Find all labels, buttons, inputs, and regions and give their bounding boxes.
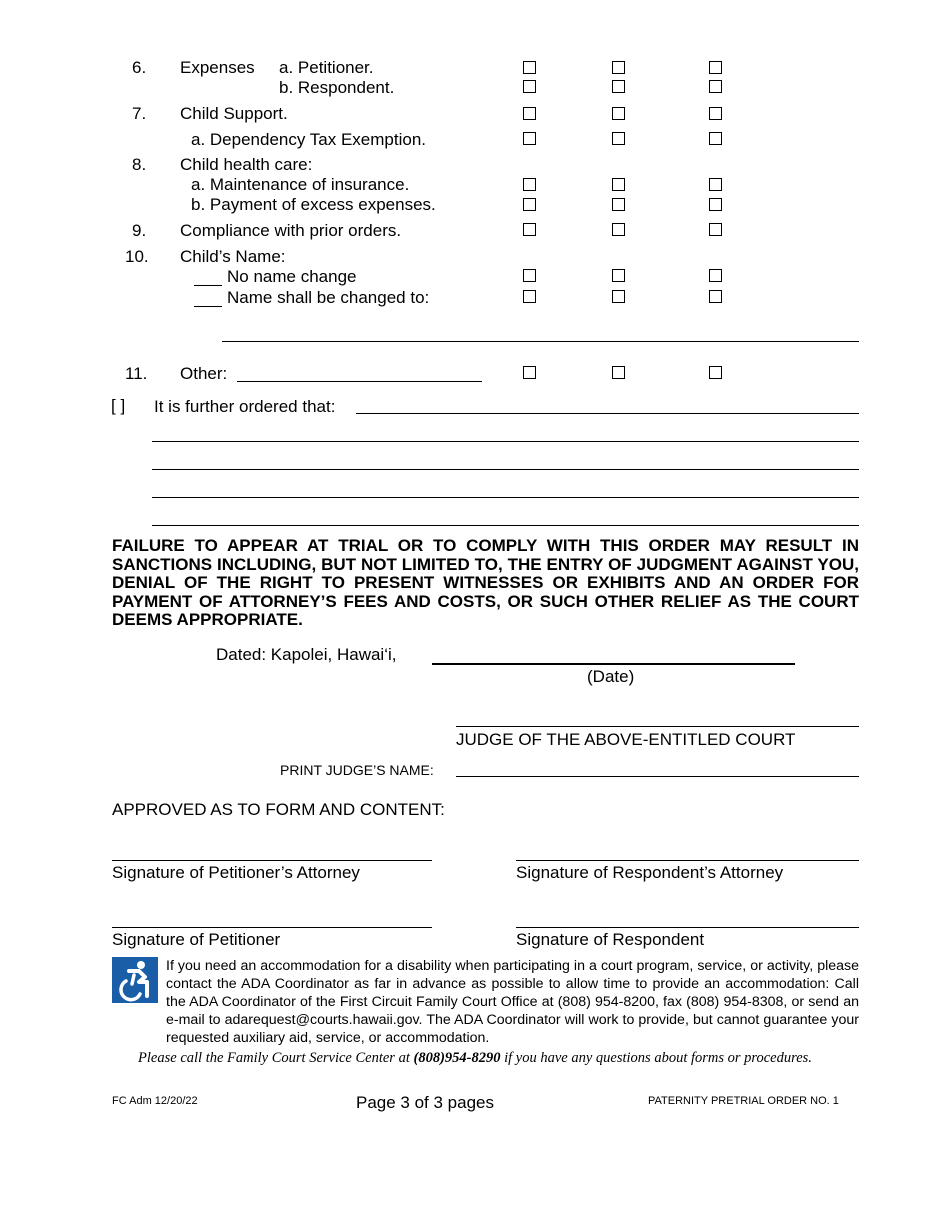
- checkbox[interactable]: [709, 80, 722, 93]
- checkbox[interactable]: [523, 366, 536, 379]
- checkbox[interactable]: [709, 198, 722, 211]
- checkbox[interactable]: [709, 366, 722, 379]
- item-label: Child Support.: [180, 104, 288, 123]
- checkbox[interactable]: [523, 269, 536, 282]
- service-phone: (808)954-8290: [413, 1050, 501, 1066]
- checkbox[interactable]: [523, 132, 536, 145]
- checkbox[interactable]: [709, 61, 722, 74]
- item-sub-a: a. Dependency Tax Exemption.: [191, 130, 426, 149]
- checkbox[interactable]: [709, 290, 722, 303]
- bracket-checkbox[interactable]: [ ]: [111, 396, 126, 415]
- blank-line[interactable]: [194, 306, 222, 307]
- checkbox[interactable]: [612, 80, 625, 93]
- order-line[interactable]: [152, 525, 859, 526]
- item-number: 7.: [132, 104, 147, 123]
- sanctions-warning: FAILURE TO APPEAR AT TRIAL OR TO COMPLY WITH THIS ORDER MAY RESULT IN SANCTIONS INCLUDING, BUT NOT LIMITED TO, THE ENTRY OF JUDGMENT AGAINST YOU, DENIAL OF THE RIGHT TO PRESENT WITNESSES OR EXHIBITS AND AN ORDER FOR PAYMENT OF ATTORNEY’S FEES AND COSTS, OR SUCH OTHER RELIEF AS THE COURT DEEMS APPROPRIATE.: [112, 536, 859, 629]
- accessibility-icon: [112, 957, 158, 1003]
- item-label: Other:: [180, 364, 228, 383]
- item-number: 6.: [132, 58, 147, 77]
- checkbox[interactable]: [523, 107, 536, 120]
- checkbox[interactable]: [523, 290, 536, 303]
- checkbox[interactable]: [523, 198, 536, 211]
- order-line[interactable]: [152, 497, 859, 498]
- service-center-note: [0, 1050, 950, 1067]
- item-number: 9.: [132, 221, 147, 240]
- item-sub-a: a. Maintenance of insurance.: [191, 175, 410, 194]
- checkbox[interactable]: [612, 61, 625, 74]
- checkbox[interactable]: [612, 366, 625, 379]
- date-line[interactable]: [432, 663, 795, 665]
- form-title: PATERNITY PRETRIAL ORDER NO. 1: [648, 1095, 839, 1107]
- approved-heading: APPROVED AS TO FORM AND CONTENT:: [112, 800, 445, 819]
- checkbox[interactable]: [612, 269, 625, 282]
- checkbox[interactable]: [709, 178, 722, 191]
- item-label: Child health care:: [180, 155, 313, 174]
- judge-signature-line[interactable]: [456, 726, 859, 727]
- dated-label: Dated: Kapolei, Hawai‘i,: [216, 645, 397, 664]
- form-id: FC Adm 12/20/22: [112, 1095, 198, 1107]
- checkbox[interactable]: [523, 80, 536, 93]
- respondent-signature-label: Signature of Respondent: [516, 930, 705, 949]
- signature-line[interactable]: [112, 927, 432, 928]
- other-line[interactable]: [237, 381, 482, 382]
- checkbox[interactable]: [523, 178, 536, 191]
- item-number: 8.: [132, 155, 147, 174]
- blank-line[interactable]: [194, 285, 222, 286]
- further-ordered-label: It is further ordered that:: [154, 397, 336, 416]
- order-line[interactable]: [152, 469, 859, 470]
- page-number: Page 3 of 3 pages: [356, 1093, 495, 1112]
- judge-title: JUDGE OF THE ABOVE-ENTITLED COURT: [456, 730, 796, 749]
- item-label: Expenses: [180, 58, 255, 77]
- checkbox[interactable]: [709, 223, 722, 236]
- signature-line[interactable]: [516, 860, 859, 861]
- item-label: Compliance with prior orders.: [180, 221, 402, 240]
- print-judge-label: PRINT JUDGE’S NAME:: [280, 762, 434, 778]
- checkbox[interactable]: [612, 107, 625, 120]
- signature-line[interactable]: [112, 860, 432, 861]
- item-sub-b: b. Respondent.: [279, 78, 395, 97]
- order-line[interactable]: [152, 441, 859, 442]
- petitioner-signature-label: Signature of Petitioner: [112, 930, 281, 949]
- checkbox[interactable]: [612, 132, 625, 145]
- checkbox[interactable]: [709, 269, 722, 282]
- checkbox[interactable]: [523, 61, 536, 74]
- item-sub-b: Name shall be changed to:: [227, 288, 430, 307]
- checkbox[interactable]: [523, 223, 536, 236]
- signature-line[interactable]: [516, 927, 859, 928]
- item-sub-b: b. Payment of excess expenses.: [191, 195, 436, 214]
- item-number: 11.: [125, 364, 148, 383]
- checkbox[interactable]: [612, 290, 625, 303]
- item-number: 10.: [125, 247, 149, 266]
- service-post: if you have any questions about forms or procedures.: [500, 1050, 812, 1066]
- checkbox[interactable]: [709, 132, 722, 145]
- ada-notice: If you need an accommodation for a disability when participating in a court program, service, or activity, please contact the ADA Coordinator as far in advance as possible to allow time to provide an accommodation: Call the ADA Coordinator of the First Circuit Family Court Office at (808) 954-8200, fax (808) 954-8308, or send an e-mail to adarequest@courts.hawaii.gov. The ADA Coordinator will work to provide, but cannot guarantee your requested auxiliary aid, service, or accommodation.: [166, 958, 859, 1046]
- item-sub-a: a. Petitioner.: [279, 58, 374, 77]
- new-name-line[interactable]: [222, 341, 859, 342]
- judge-name-line[interactable]: [456, 776, 859, 777]
- item-sub-a: No name change: [227, 267, 357, 286]
- respondent-attorney-signature-label: Signature of Respondent’s Attorney: [516, 863, 784, 882]
- date-caption: (Date): [587, 667, 635, 686]
- order-line[interactable]: [356, 413, 859, 414]
- checkbox[interactable]: [612, 198, 625, 211]
- checkbox[interactable]: [612, 223, 625, 236]
- service-pre: Please call the Family Court Service Center at: [138, 1050, 414, 1066]
- petitioner-attorney-signature-label: Signature of Petitioner’s Attorney: [112, 863, 360, 882]
- item-label: Child’s Name:: [180, 247, 286, 266]
- checkbox[interactable]: [709, 107, 722, 120]
- checkbox[interactable]: [612, 178, 625, 191]
